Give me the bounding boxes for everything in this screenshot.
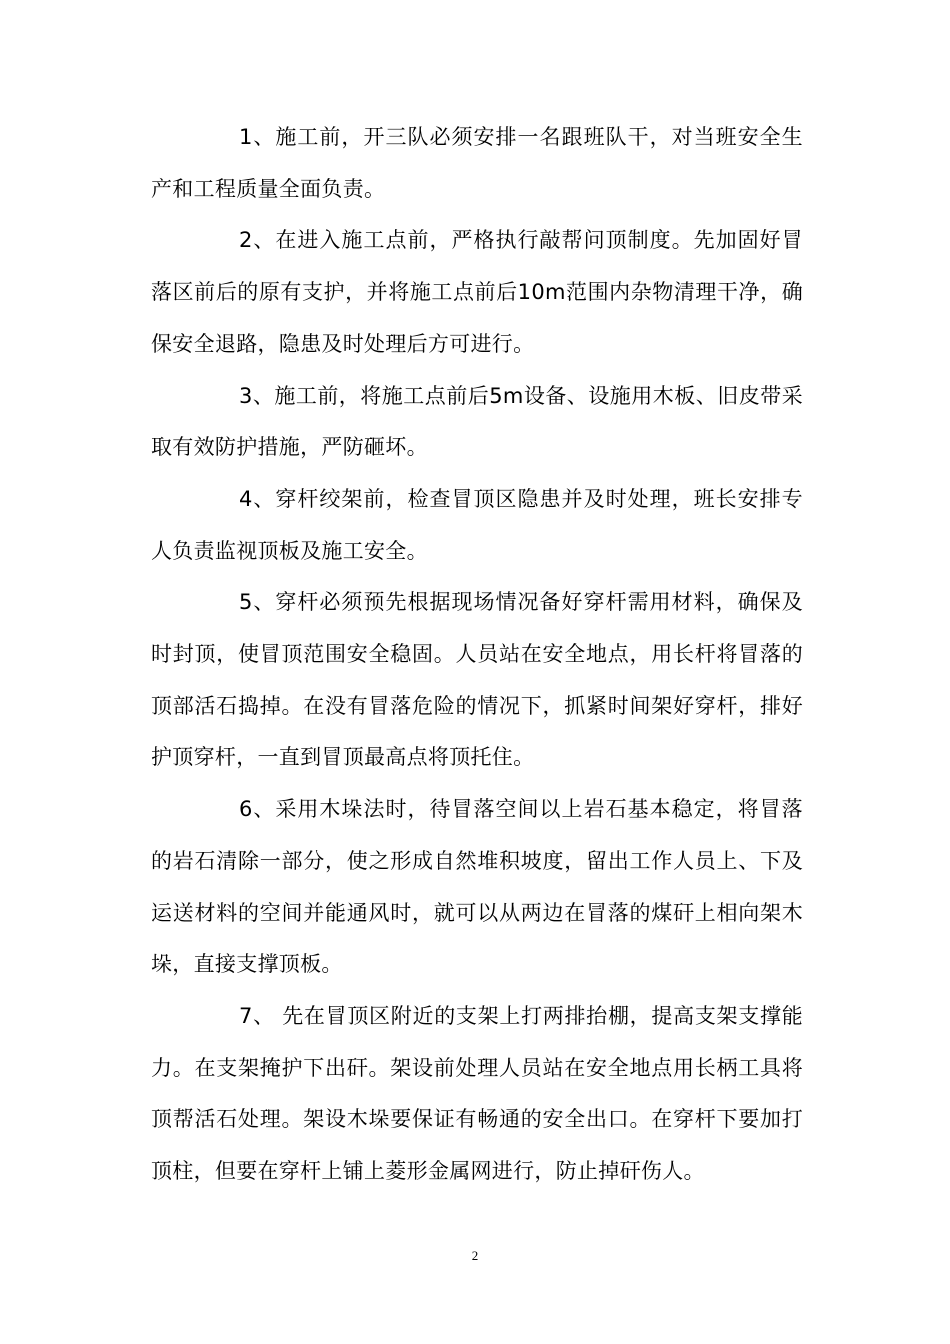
- page-number: 2: [471, 1248, 479, 1263]
- paragraph-2: 2、在进入施工点前，严格执行敲帮问顶制度。先加固好冒落区前后的原有支护，并将施工点前后10m范围内杂物清理干净，确保安全退路，隐患及时处理后方可进行。: [151, 228, 803, 356]
- document-body: [151, 112, 803, 1198]
- paragraph-7: 7、 先在冒顶区附近的支架上打两排抬棚，提高支架支撑能力。在支架掩护下出矸。架设前处理人员站在安全地点用长柄工具将顶帮活石处理。架设木垛要保证有畅通的安全出口。在穿杆下要加打顶柱，但要在穿杆上铺上菱形金属网进行，防止掉矸伤人。: [151, 1003, 803, 1184]
- paragraph-5: 5、穿杆必须预先根据现场情况备好穿杆需用材料，确保及时封顶，使冒顶范围安全稳固。人员站在安全地点，用长杆将冒落的顶部活石捣掉。在没有冒落危险的情况下，抓紧时间架好穿杆，排好护顶穿杆，一直到冒顶最高点将顶托住。: [151, 590, 803, 770]
- paragraph-1: 1、施工前，开三队必须安排一名跟班队干，对当班安全生产和工程质量全面负责。: [151, 125, 803, 201]
- paragraph-4: 4、穿杆绞架前，检查冒顶区隐患并及时处理，班长安排专人负责监视顶板及施工安全。: [151, 486, 803, 563]
- paragraph-6: 6、采用木垛法时，待冒落空间以上岩石基本稳定，将冒落的岩石清除一部分，使之形成自然堆积坡度，留出工作人员上、下及运送材料的空间并能通风时，就可以从两边在冒落的煤矸上相向架木垛，直接支撑顶板。: [151, 797, 803, 977]
- paragraph-3: 3、施工前，将施工点前后5m设备、设施用木板、旧皮带采取有效防护措施，严防砸坏。: [151, 383, 803, 460]
